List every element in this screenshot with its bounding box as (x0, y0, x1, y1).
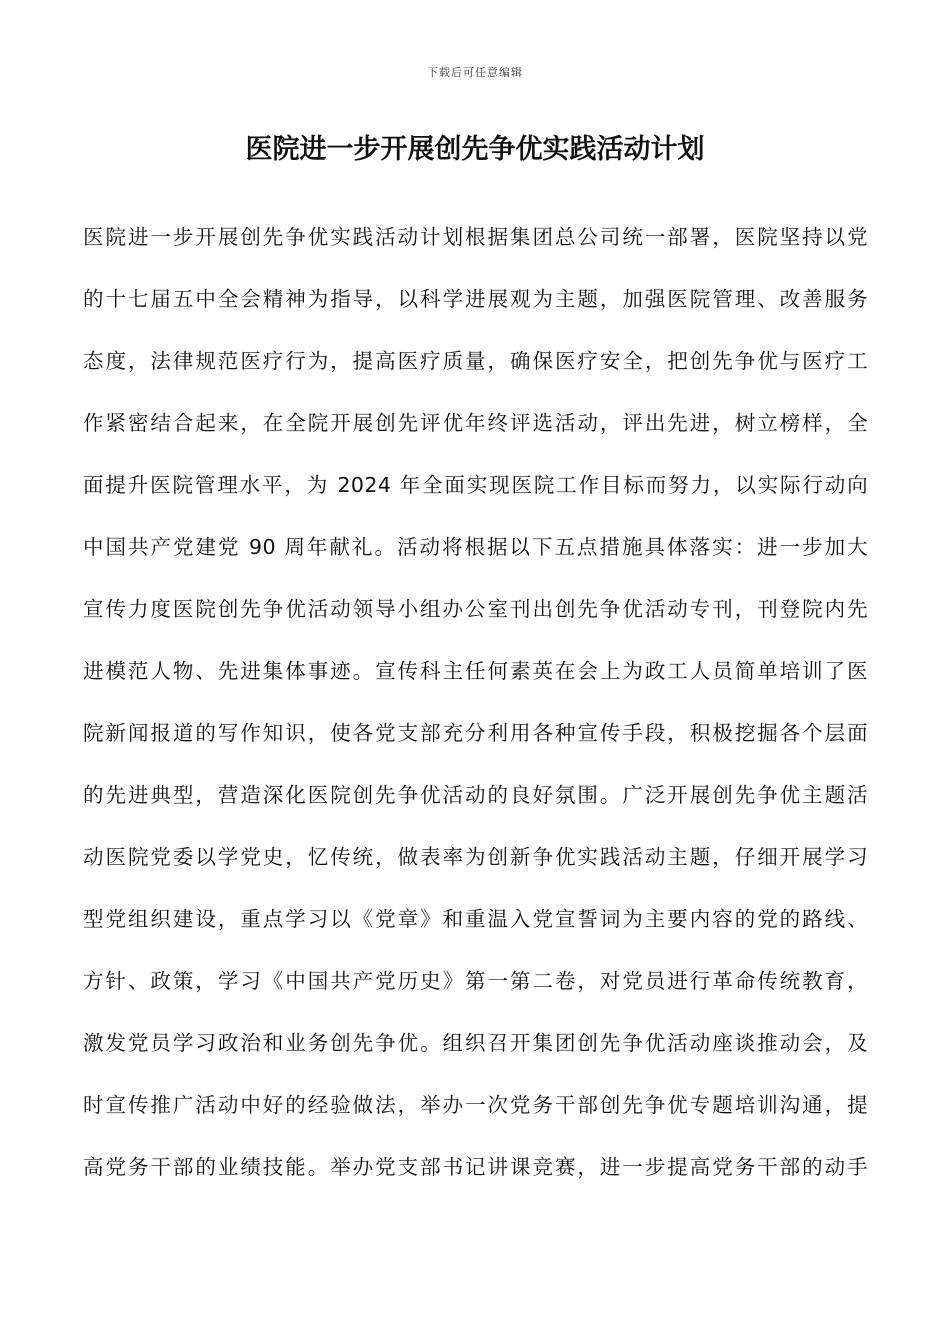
body-line: 的十七届五中全会精神为指导，以科学进展观为主题，加强医院管理、改善服务 (83, 287, 868, 311)
body-line: 面提升医院管理水平，为 2024 年全面实现医院工作目标而努力，以实际行动向 (83, 473, 868, 497)
document-title: 医院进一步开展创先争优实践活动计划 (245, 134, 705, 165)
body-line: 进模范人物、先进集体事迹。宣传科主任何素英在会上为政工人员简单培训了医 (83, 659, 868, 683)
body-line: 方针、政策，学习《中国共产党历史》第一第二卷，对党员进行革命传统教育， (83, 969, 868, 993)
body-line: 中国共产党建党 90 周年献礼。活动将根据以下五点措施具体落实：进一步加大 (83, 535, 868, 559)
body-line: 医院进一步开展创先争优实践活动计划根据集团总公司统一部署，医院坚持以党 (83, 225, 868, 249)
body-line: 时宣传推广活动中好的经验做法，举办一次党务干部创先争优专题培训沟通，提 (83, 1093, 868, 1117)
body-text (83, 216, 868, 1208)
body-line: 高党务干部的业绩技能。举办党支部书记讲课竞赛，进一步提高党务干部的动手 (83, 1155, 868, 1179)
body-line: 宣传力度医院创先争优活动领导小组办公室刊出创先争优活动专刊，刊登院内先 (83, 597, 868, 621)
body-line: 作紧密结合起来，在全院开展创先评优年终评选活动，评出先进，树立榜样，全 (83, 411, 868, 435)
body-line: 的先进典型，营造深化医院创先争优活动的良好氛围。广泛开展创先争优主题活 (83, 783, 868, 807)
body-line: 激发党员学习政治和业务创先争优。组织召开集团创先争优活动座谈推动会，及 (83, 1031, 868, 1055)
body-line: 型党组织建设，重点学习以《党章》和重温入党宣誓词为主要内容的党的路线、 (83, 907, 868, 931)
body-line: 态度，法律规范医疗行为，提高医疗质量，确保医疗安全，把创先争优与医疗工 (83, 349, 868, 373)
body-line: 院新闻报道的写作知识，使各党支部充分利用各种宣传手段，积极挖掘各个层面 (83, 721, 868, 745)
header-note: 下载后可任意编辑 (427, 66, 523, 79)
body-line: 动医院党委以学党史，忆传统，做表率为创新争优实践活动主题，仔细开展学习 (83, 845, 868, 869)
